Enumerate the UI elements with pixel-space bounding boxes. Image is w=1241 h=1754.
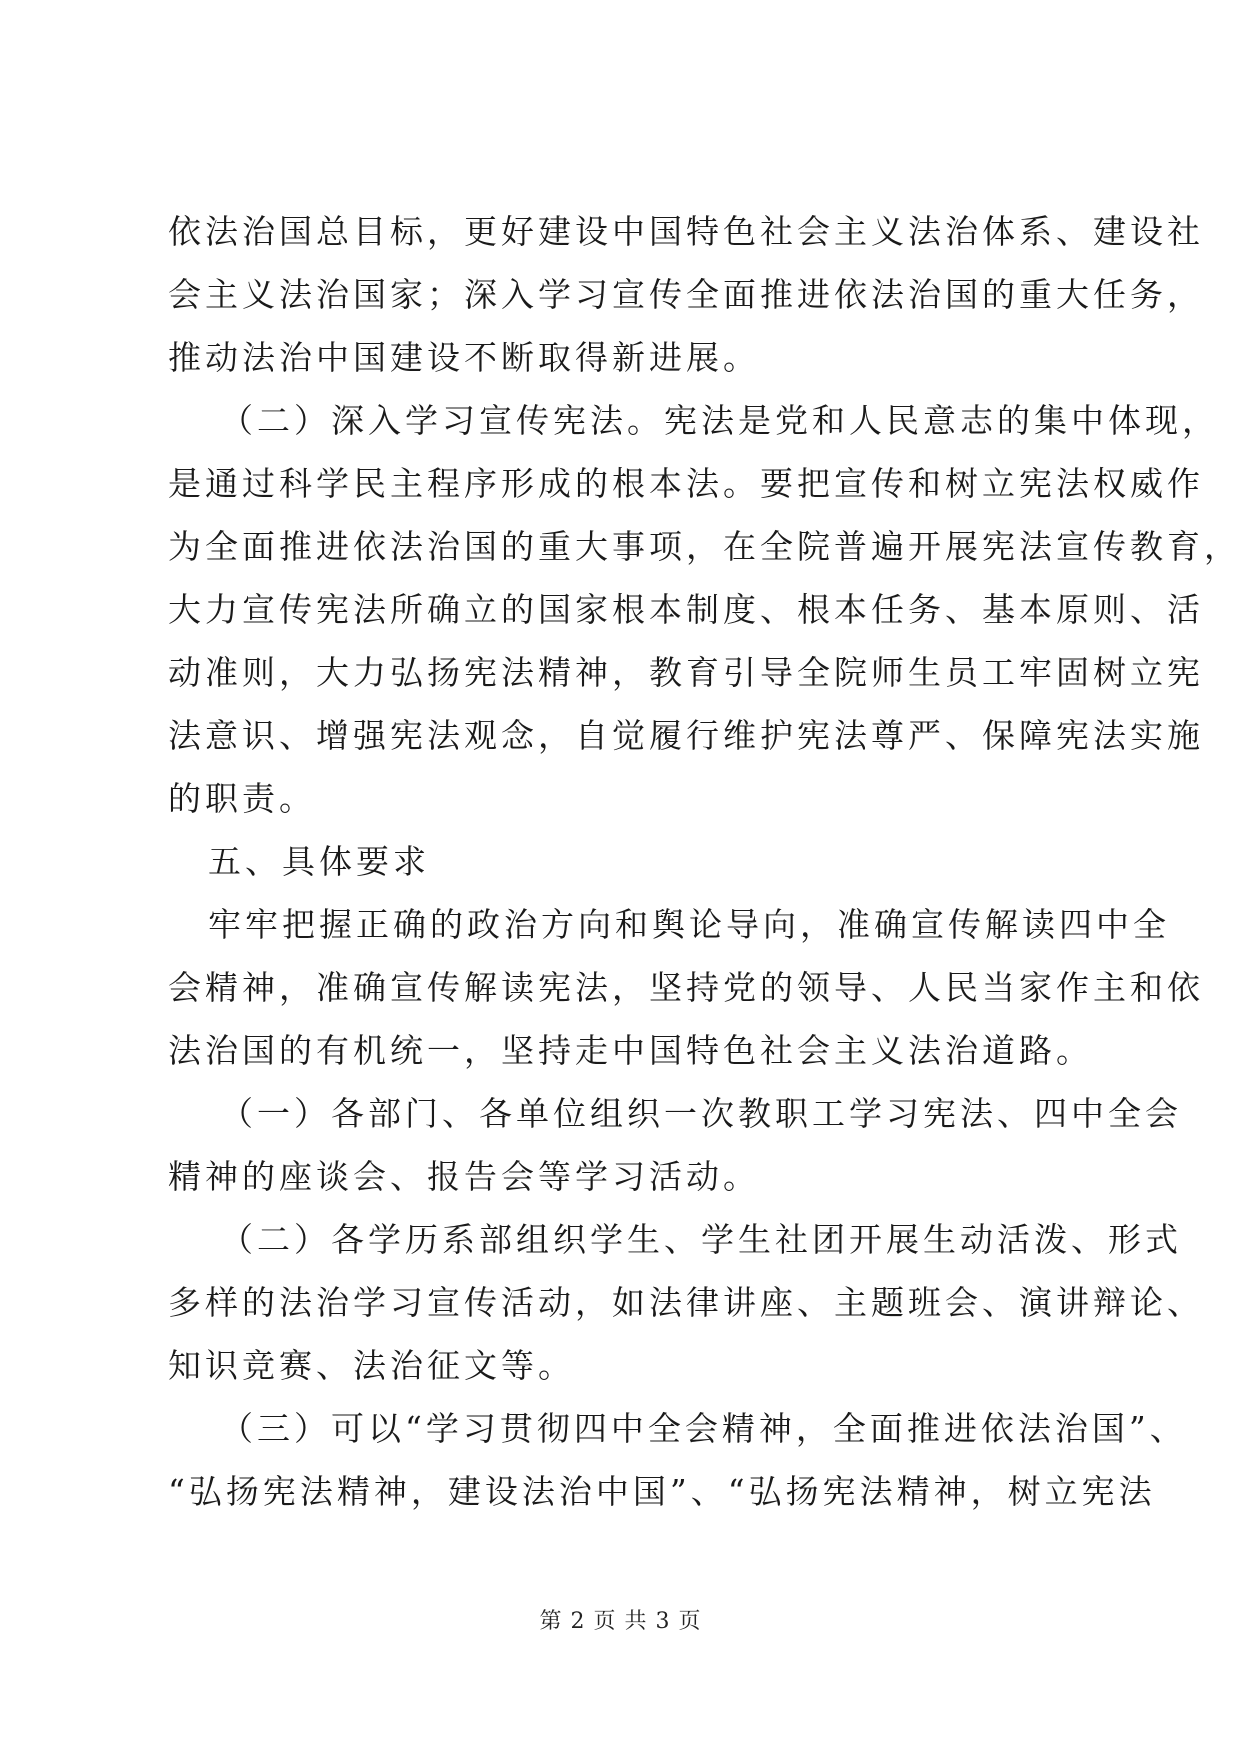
section-heading xyxy=(168,830,1083,893)
text-line: 会精神，准确宣传解读宪法，坚持党的领导、人民当家作主和依 xyxy=(168,968,1204,1007)
text-line: 的职责。 xyxy=(168,779,316,818)
text-line: 多样的法治学习宣传活动，如法律讲座、主题班会、演讲辩论、 xyxy=(168,1283,1204,1322)
text-line: 法治国的有机统一，坚持走中国特色社会主义法治道路。 xyxy=(168,1031,1093,1070)
paragraph-start: （一）各部门、各单位组织一次教职工学习宪法、四中全会 xyxy=(220,1094,1182,1133)
paragraph-start: （三）可以“学习贯彻四中全会精神，全面推进依法治国”、 xyxy=(220,1409,1187,1448)
text-line xyxy=(168,1082,1182,1145)
text-line: 推动法治中国建设不断取得新进展。 xyxy=(168,338,760,377)
text-line: “弘扬宪法精神，建设法治中国”、“弘扬宪法精神，树立宪法 xyxy=(168,1472,1156,1511)
text-line: 是通过科学民主程序形成的根本法。要把宣传和树立宪法权威作 xyxy=(168,464,1204,503)
text-line: 法意识、增强宪法观念，自觉履行维护宪法尊严、保障宪法实施 xyxy=(168,716,1204,755)
text-line: 大力宣传宪法所确立的国家根本制度、根本任务、基本原则、活 xyxy=(168,590,1204,629)
paragraph-start: 牢牢把握正确的政治方向和舆论导向，准确宣传解读四中全 xyxy=(208,905,1170,944)
section-heading-text: 五、具体要求 xyxy=(208,842,430,881)
text-line: 会主义法治国家；深入学习宣传全面推进依法治国的重大任务， xyxy=(168,275,1204,314)
body-text xyxy=(168,200,1241,1523)
text-line: 精神的座谈会、报告会等学习活动。 xyxy=(168,1157,760,1196)
paragraph-start: （二）各学历系部组织学生、学生社团开展生动活泼、形式 xyxy=(220,1220,1182,1259)
text-line xyxy=(168,1397,1187,1460)
text-line xyxy=(168,893,1170,956)
text-line: 为全面推进依法治国的重大事项，在全院普遍开展宪法宣传教育， xyxy=(168,527,1241,566)
paragraph-start: （二）深入学习宣传宪法。宪法是党和人民意志的集中体现， xyxy=(220,401,1219,440)
text-line: 动准则，大力弘扬宪法精神，教育引导全院师生员工牢固树立宪 xyxy=(168,653,1204,692)
text-line xyxy=(168,1208,1182,1271)
text-line xyxy=(168,389,1219,452)
text-line: 知识竞赛、法治征文等。 xyxy=(168,1346,575,1385)
page-number-footer: 第 2 页 共 3 页 xyxy=(539,1609,702,1634)
text-line: 依法治国总目标，更好建设中国特色社会主义法治体系、建设社 xyxy=(168,212,1204,251)
